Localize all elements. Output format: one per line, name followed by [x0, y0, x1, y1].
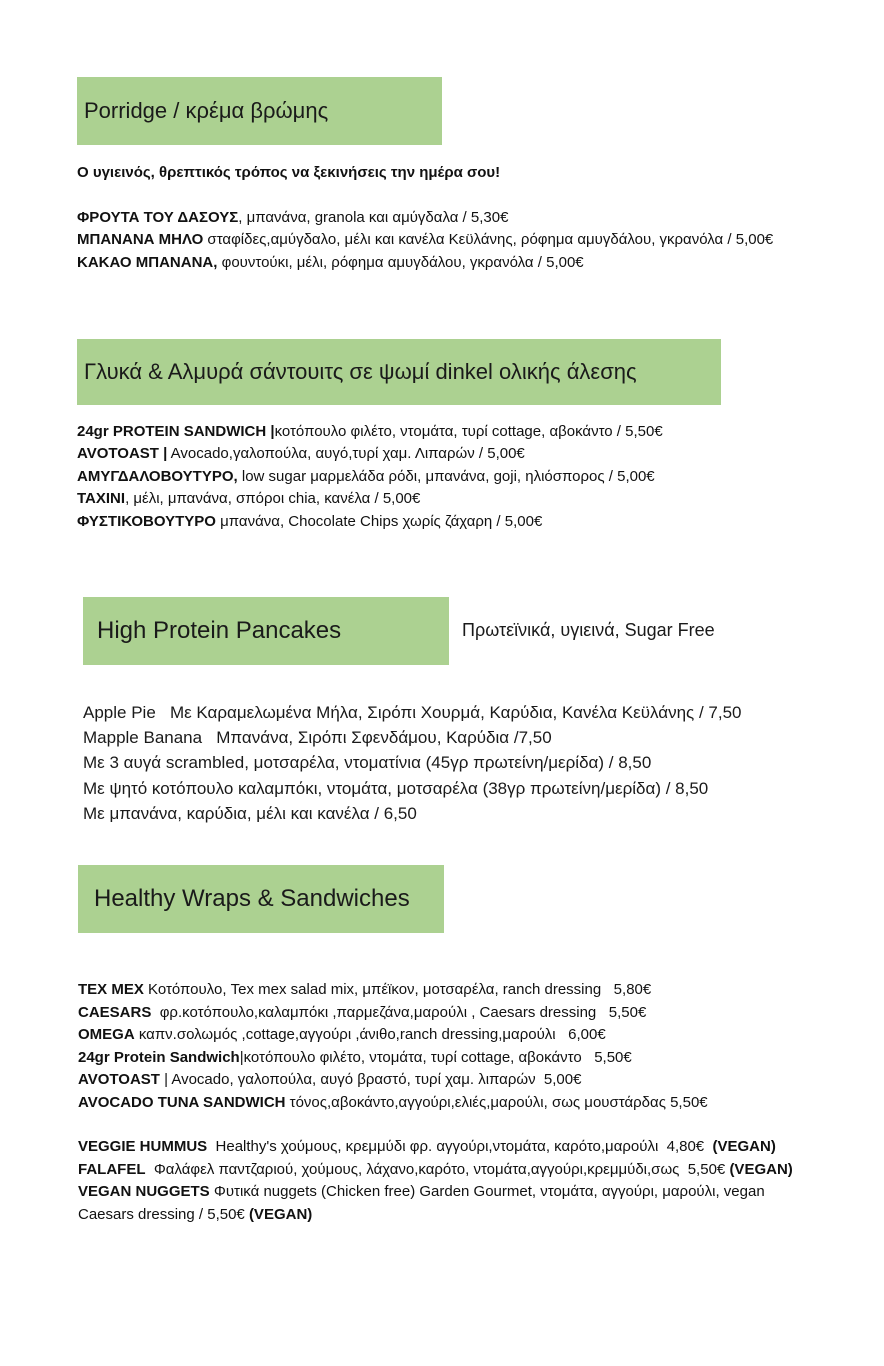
- section-header-pancakes: [83, 597, 449, 665]
- item-desc: Φαλάφελ παντζαριού, χούμους, λάχανο,καρότο, ντομάτα,αγγούρι,κρεμμύδι,σως 5,50€: [145, 1160, 730, 1178]
- item-desc: Healthy's χούμους, κρεμμύδι φρ. αγγούρι,ντομάτα, καρότο,μαρούλι 4,80€: [207, 1138, 713, 1155]
- item-desc: Avocado,γαλοπούλα, αυγό,τυρί χαμ. Λιπαρών / 5,00€: [167, 445, 525, 463]
- item-name: FALAFEL: [78, 1160, 146, 1178]
- item-desc: Κοτόπουλο, Tex mex salad mix, μπέϊκον, μοτσαρέλα, ranch dressing 5,80€: [143, 981, 652, 998]
- item-desc: καπν.σολωμός ,cottage,αγγούρι ,άνιθο,ranch dressing,μαρούλι 6,00€: [134, 1026, 606, 1044]
- vegan-tag: (VEGAN): [729, 1160, 793, 1178]
- menu-item: [78, 1069, 708, 1092]
- item-desc: | Avocado, γαλοπούλα, αυγό βραστό, τυρί χαμ. λιπαρών 5,00€: [159, 1071, 582, 1089]
- menu-item-continuation: [78, 1204, 793, 1227]
- item-desc: low sugar μαρμελάδα ρόδι, μπανάνα, goji, ηλιόσπορος / 5,00€: [237, 467, 655, 485]
- item-name: ΤΑΧΙΝΙ: [77, 490, 126, 508]
- menu-item: [77, 511, 663, 533]
- menu-item: [77, 252, 777, 274]
- item-desc: Φυτικά nuggets (Chicken free) Garden Gourmet, ντομάτα, αγγούρι, μαρούλι, vegan: [209, 1183, 765, 1201]
- section-header-porridge: [77, 77, 442, 145]
- menu-item: [78, 1181, 793, 1204]
- menu-item: [78, 1024, 708, 1047]
- menu-item: [77, 229, 777, 251]
- menu-item: [77, 421, 663, 443]
- item-desc: φουντούκι, μέλι, ρόφημα αμυγδάλου, γκρανόλα / 5,00€: [217, 253, 584, 271]
- vegan-item-list: [78, 1136, 793, 1226]
- menu-item: [78, 979, 708, 1002]
- item-desc: σταφίδες,αμύγδαλο, μέλι και κανέλα Κεϋλάνης, ρόφημα αμυγδάλου, γκρανόλα / 5,00€: [203, 231, 774, 249]
- menu-item: [78, 1159, 793, 1182]
- pancakes-tagline: Πρωτεϊνικά, υγιεινά, Sugar Free: [462, 620, 715, 640]
- item-name: ΚΑΚΑΟ ΜΠΑΝΑΝΑ,: [77, 253, 218, 271]
- item-name: ΦΥΣΤΙΚΟΒΟΥΤΥΡΟ: [77, 512, 216, 530]
- section-title: Healthy Wraps & Sandwiches: [94, 885, 410, 912]
- menu-item: Με 3 αυγά scrambled, μοτσαρέλα, ντοματίνια (45γρ πρωτείνη/μερίδα) / 8,50: [83, 753, 652, 773]
- item-desc: , μέλι, μπανάνα, σπόροι chia, κανέλα / 5,00€: [125, 490, 421, 508]
- item-name: AVOTOAST |: [77, 445, 168, 463]
- item-desc: μπανάνα, Chocolate Chips χωρίς ζάχαρη / 5,00€: [215, 512, 543, 530]
- item-name: 24gr Protein Sandwich: [78, 1048, 240, 1066]
- item-desc: φρ.κοτόπουλο,καλαμπόκι ,παρμεζάνα,μαρούλι , Caesars dressing 5,50€: [151, 1003, 647, 1021]
- vegan-tag: (VEGAN): [712, 1138, 776, 1155]
- section-title: Porridge / κρέμα βρώμης: [84, 98, 329, 123]
- menu-item: [78, 1136, 793, 1159]
- item-name: AVOCADO TUNA SANDWICH: [78, 1093, 286, 1111]
- sandwich-item-list: [77, 421, 663, 533]
- item-name: VEGAN NUGGETS: [78, 1183, 210, 1201]
- item-name: VEGGIE HUMMUS: [78, 1138, 208, 1155]
- menu-item: [77, 207, 777, 229]
- item-name: ΜΠΑΝΑΝΑ ΜΗΛΟ: [77, 231, 204, 249]
- item-name: AVOTOAST: [78, 1071, 160, 1089]
- item-name: ΑΜΥΓΔΑΛΟΒΟΥΤΥΡΟ,: [77, 467, 238, 485]
- menu-item: Apple Pie Με Καραμελωμένα Μήλα, Σιρόπι Χουρμά, Καρύδια, Κανέλα Κεϋλάνης / 7,50: [83, 703, 742, 722]
- menu-item: [78, 1092, 708, 1115]
- menu-item: Με μπανάνα, καρύδια, μέλι και κανέλα / 6,50: [83, 803, 417, 823]
- wrap-item-list: [78, 979, 708, 1115]
- item-name: OMEGA: [78, 1026, 135, 1044]
- item-name: 24gr PROTEIN SANDWICH |: [77, 423, 275, 440]
- item-desc: , μπανάνα, granola και αμύγδαλα / 5,30€: [238, 209, 509, 226]
- section-title: Γλυκά & Αλμυρά σάντουιτς σε ψωμί dinkel ολικής άλεσης: [84, 359, 637, 384]
- item-name: CAESARS: [78, 1003, 152, 1021]
- menu-item: Mapple Banana Μπανάνα, Σιρόπι Σφενδάμου, Καρύδια /7,50: [83, 728, 552, 748]
- porridge-intro: Ο υγιεινός, θρεπτικός τρόπος να ξεκινήσεις την ημέρα σου!: [77, 164, 501, 181]
- item-desc: κοτόπουλο φιλέτο, ντομάτα, τυρί cottage, αβοκάντο / 5,50€: [274, 423, 663, 440]
- porridge-item-list: [77, 207, 777, 274]
- pancake-item-list: [83, 700, 742, 826]
- section-title: High Protein Pancakes: [97, 617, 342, 644]
- menu-item: [77, 443, 663, 465]
- item-name: ΦΡΟΥΤΑ ΤΟΥ ΔΑΣΟΥΣ: [77, 209, 239, 226]
- section-header-sandwiches: [77, 339, 721, 405]
- menu-item: [77, 466, 663, 488]
- menu-item: [78, 1002, 708, 1025]
- item-desc: τόνος,αβοκάντο,αγγούρι,ελιές,μαρούλι, σως μουστάρδας 5,50€: [285, 1093, 708, 1111]
- menu-item: [77, 488, 663, 510]
- item-desc: Caesars dressing / 5,50€: [78, 1205, 249, 1223]
- menu-item: Με ψητό κοτόπουλο καλαμπόκι, ντομάτα, μοτσαρέλα (38γρ πρωτείνη/μερίδα) / 8,50: [83, 778, 709, 798]
- vegan-tag: (VEGAN): [248, 1205, 313, 1223]
- section-header-wraps: [78, 865, 444, 933]
- item-name: TEX MEX: [78, 981, 144, 998]
- item-desc: |κοτόπουλο φιλέτο, ντομάτα, τυρί cottage, αβοκάντο 5,50€: [239, 1048, 632, 1066]
- menu-item: [78, 1047, 708, 1070]
